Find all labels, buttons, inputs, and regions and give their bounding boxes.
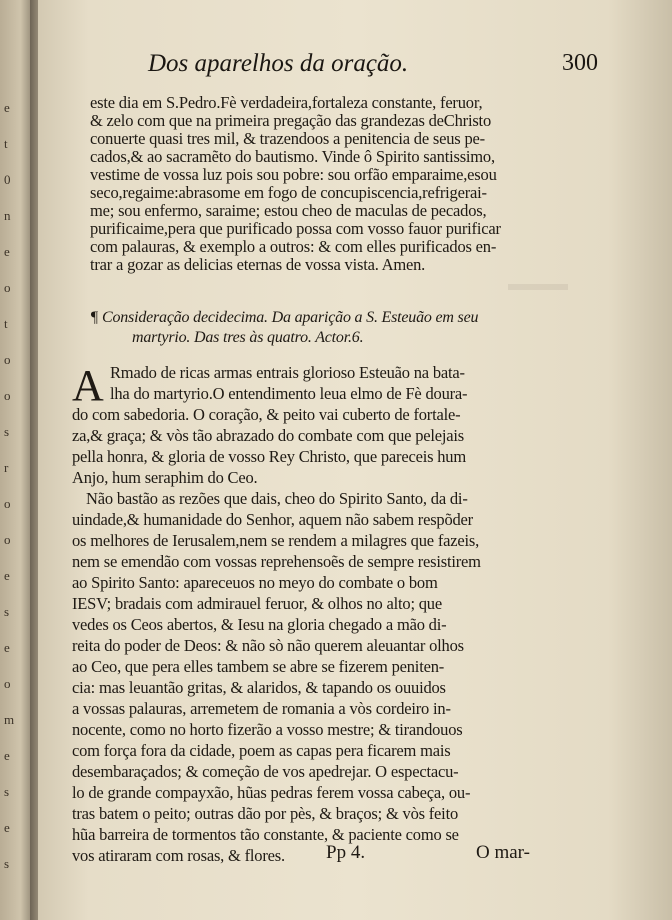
text-line: os melhores de Ierusalem,nem se rendem a milagres que fazeis,	[72, 531, 480, 550]
page-number: 300	[562, 50, 598, 76]
text-line: desembaraçados; & começão de vos apedrejar. O espectacu-	[72, 762, 459, 781]
facing-page-fragment: e	[4, 748, 10, 763]
text-line: vestime de vossa luz pois sou pobre: sou orfão emparaime,esou	[90, 165, 497, 184]
facing-page-fragment: o	[4, 496, 11, 511]
text-line: trar a gozar as delicias eternas de vossa vista. Amen.	[90, 255, 426, 274]
facing-page-fragment: o	[4, 352, 11, 367]
text-line: pella honra, & gloria de vosso Rey Christo, que pareceis hum	[72, 447, 466, 466]
facing-page-fragment: o	[4, 676, 11, 691]
facing-page-fragment: s	[4, 856, 10, 871]
text-line: hũa barreira de tormentos tão constante, & paciente como se	[72, 825, 459, 844]
text-line: ao Spirito Santo: apareceuos no meyo do combate o bom	[72, 573, 438, 592]
facing-page-fragment: t	[4, 136, 8, 151]
text-line: purificaime,pera que purificado possa com vosso fauor purificar	[90, 219, 501, 238]
facing-page-fragment: s	[4, 784, 10, 799]
pilcrow-mark: ¶	[90, 309, 99, 326]
facing-page-fragment: s	[4, 424, 10, 439]
text-line: do com sabedoria. O coração, & peito vai cuberto de fortale-	[72, 405, 461, 424]
text-line: me; sou enfermo, saraime; estou cheo de maculas de pecados,	[90, 201, 487, 220]
facing-page-fragment: n	[4, 208, 11, 223]
facing-page-fragment: o	[4, 532, 11, 547]
facing-page-fragment: e	[4, 244, 10, 259]
text-line: lha do martyrio.O entendimento leua elmo de Fè doura-	[110, 384, 468, 403]
text-line: nocente, como no horto fizerão a vosso mestre; & tirandouos	[72, 720, 463, 739]
text-line: nem se emendão com vossas reprehensoẽs de sempre resistirem	[72, 552, 481, 571]
running-title: Dos aparelhos da oração.	[148, 50, 409, 77]
facing-page-fragment: s	[4, 604, 10, 619]
text-line: uindade,& humanidade do Senhor, aquem não sabem respõder	[72, 510, 473, 529]
text-line: este dia em S.Pedro.Fè verdadeira,fortaleza constante, feruor,	[90, 93, 483, 112]
text-line: com força fora da cidade, poem as capas pera ficarem mais	[72, 741, 451, 760]
text-line: za,& graça; & vòs tão abrazado do combate com que pelejais	[72, 426, 465, 445]
section-heading	[90, 308, 590, 348]
text-line: Não bastão as rezões que dais, cheo do Spirito Santo, da di-	[86, 489, 468, 508]
facing-page-edge	[0, 0, 34, 920]
text-line: conuerte quasi tres mil, & trazendoos a penitencia de seus pe-	[90, 129, 485, 148]
heading-line-2: martyrio. Das tres às quatro. Actor.6.	[132, 329, 364, 346]
text-line: lo de grande compayxão, hũas pedras ferem vossa cabeça, ou-	[72, 783, 471, 802]
facing-page-fragment: e	[4, 100, 10, 115]
show-through	[508, 284, 568, 290]
running-head	[148, 48, 598, 84]
facing-page-fragment: r	[4, 460, 9, 475]
drop-cap: A	[72, 361, 104, 410]
facing-page-fragment: t	[4, 316, 8, 331]
signature-mark: Pp 4.	[326, 842, 366, 863]
facing-page-fragment: o	[4, 388, 11, 403]
text-line: cados,& ao sacramẽto do bautismo. Vinde ô Spirito santissimo,	[90, 147, 495, 166]
text-line: com palauras, & exemplo a outros: & com elles purificados en-	[90, 237, 497, 256]
facing-page-fragment: m	[4, 712, 15, 727]
text-line: tras batem o peito; outras dão por pès, & braços; & vòs feito	[72, 804, 458, 823]
text-line: Rmado de ricas armas entrais glorioso Esteuão na bata-	[110, 363, 465, 382]
text-line: cia: mas leuantão gritas, & alaridos, & tapando os ouuidos	[72, 678, 446, 697]
text-line: vedes os Ceos abertos, & Iesu na gloria chegado a mão di-	[72, 615, 447, 634]
text-line: & zelo com que na primeira pregação das grandezas deChristo	[90, 111, 491, 130]
text-line: Anjo, hum seraphim do Ceo.	[72, 468, 258, 487]
text-line: reita do poder de Deos: & não sò não querem aleuantar olhos	[72, 636, 464, 655]
body-paragraph	[72, 362, 584, 866]
facing-page-fragment: e	[4, 568, 10, 583]
facing-page-fragment: 0	[4, 172, 11, 187]
facing-page-fragment: o	[4, 280, 11, 295]
text-line: vos atiraram com rosas, & flores.	[72, 846, 285, 865]
upper-text-block	[90, 94, 582, 274]
text-line: ao Ceo, que pera elles tambem se abre se fizerem peniten-	[72, 657, 445, 676]
book-page	[38, 0, 672, 920]
heading-line-1: Consideração decidecima. Da aparição a S. Esteuão em seu	[101, 309, 479, 326]
text-line: IESV; bradais com admirauel feruor, & olhos no alto; que	[72, 594, 442, 613]
facing-page-fragment: e	[4, 820, 10, 835]
catchword: O mar-	[476, 842, 530, 863]
text-line: seco,regaime:abrasome em fogo de concupiscencia,refrigerai-	[90, 183, 487, 202]
facing-page-fragment: e	[4, 640, 10, 655]
page-footer	[38, 836, 672, 866]
text-line: a vossas palauras, arremetem de romania a vòs cordeiro in-	[72, 699, 451, 718]
